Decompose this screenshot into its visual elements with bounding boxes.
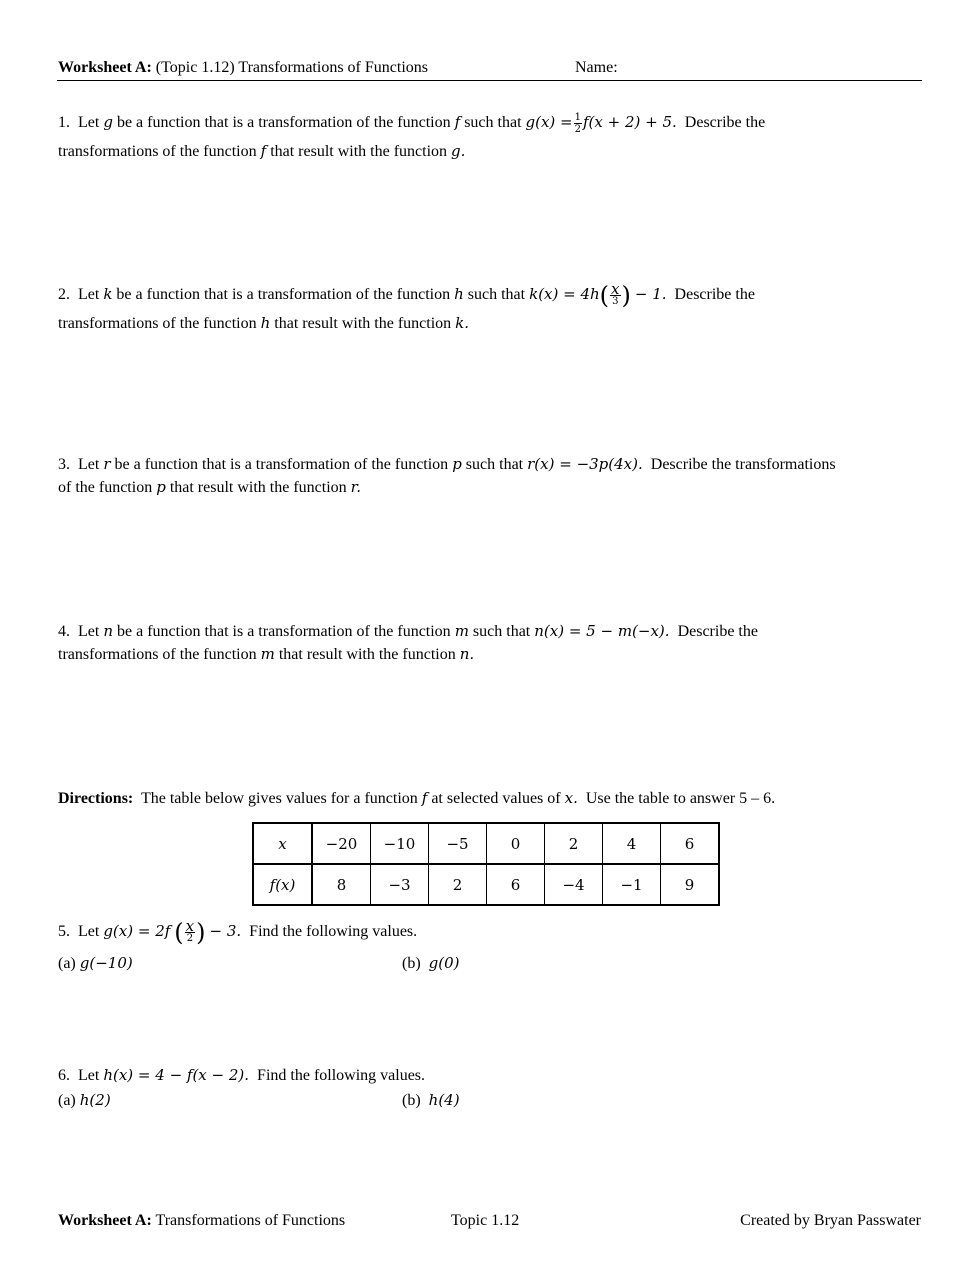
fraction-denominator: 3 (612, 295, 619, 307)
part-expression: h(2) (79, 1091, 111, 1109)
q3-var: p (452, 455, 462, 473)
q6-number: 6. (58, 1067, 70, 1084)
q3-var: p (156, 478, 166, 496)
part-label: (a) (58, 1092, 76, 1109)
part-expression: g(−10) (79, 954, 133, 972)
q4-equation: n(x) = 5 − m(−x). (534, 622, 670, 640)
q4-var: m (260, 645, 275, 663)
q2-var: k (103, 285, 113, 303)
table-cell: 6 (487, 864, 545, 905)
q5-text: Find the following values. (249, 923, 418, 940)
header-worksheet-label: Worksheet A: (58, 59, 152, 76)
table-cell: −20 (312, 823, 371, 864)
left-paren: ( (174, 918, 184, 947)
table-row-fx (253, 864, 719, 905)
part-label: (a) (58, 955, 76, 972)
footer-topic: Topic 1.12 (451, 1212, 520, 1229)
fraction-numerator: 1 (574, 111, 581, 123)
question-3 (58, 453, 928, 499)
q1-var: f (454, 113, 461, 131)
q2-text: Describe the (674, 286, 755, 303)
q1-equation-left: g(x) = (525, 113, 573, 131)
table-cell: 2 (545, 823, 603, 864)
part-expression: h(4) (428, 1091, 460, 1109)
q6-text: Find the following values. (257, 1067, 426, 1084)
q3-text: that result with the function (169, 479, 347, 496)
footer-title-text: Transformations of Functions (155, 1212, 346, 1229)
directions-var: f (421, 789, 428, 807)
q1-text: that result with the function (270, 143, 448, 160)
worksheet-header (58, 59, 428, 77)
q5-equation-left: g(x) = 2f (103, 922, 171, 940)
q5-text: Let (78, 923, 100, 940)
q2-text: such that (467, 286, 526, 303)
footer-worksheet-label: Worksheet A: (58, 1212, 152, 1229)
table-cell: −4 (545, 864, 603, 905)
table-cell: 9 (661, 864, 720, 905)
q2-text: be a function that is a transformation of the function (116, 286, 451, 303)
header-rule (57, 80, 922, 81)
q4-text: such that (472, 623, 531, 640)
q5-part-b (402, 954, 460, 973)
q4-text: that result with the function (278, 646, 456, 663)
q6-text: Let (78, 1067, 100, 1084)
directions-label: Directions: (58, 790, 134, 807)
table-cell: −3 (371, 864, 429, 905)
name-label: Name: (575, 59, 618, 76)
fraction-numerator: x (185, 916, 195, 935)
q4-var: n. (459, 645, 475, 663)
question-4 (58, 620, 928, 666)
question-2 (58, 280, 928, 338)
q6-part-a (58, 1091, 111, 1110)
right-paren: ) (196, 918, 206, 947)
q2-var: h (454, 285, 464, 303)
q1-equation-right: f(x + 2) + 5. (583, 113, 677, 131)
q3-var: r. (350, 478, 361, 496)
table-cell: 0 (487, 823, 545, 864)
table-cell: 2 (429, 864, 487, 905)
q1-text: Describe the (684, 114, 766, 131)
q6-equation: h(x) = 4 − f(x − 2). (103, 1066, 250, 1084)
left-paren: ( (599, 281, 610, 310)
header-title: (Topic 1.12) Transformations of Functions (155, 59, 428, 76)
table-cell: 8 (312, 864, 371, 905)
table-row-x (253, 823, 719, 864)
q2-text: Let (78, 286, 100, 303)
q1-text: Let (78, 114, 100, 131)
q2-number: 2. (58, 286, 70, 303)
q1-number: 1. (58, 114, 70, 131)
q2-fraction (610, 279, 620, 307)
fraction-numerator: x (611, 279, 620, 298)
table-header-fx: f(x) (253, 864, 312, 905)
directions-text: Use the table to answer 5 – 6. (585, 790, 776, 807)
q3-text: be a function that is a transformation of the function (114, 456, 449, 473)
q3-var: r (103, 455, 111, 473)
q2-equation-left: k(x) = 4h (529, 285, 600, 303)
q1-text: be a function that is a transformation of the function (116, 114, 451, 131)
q2-equation-right: − 1. (634, 285, 667, 303)
q2-text: transformations of the function (58, 315, 257, 332)
directions-var: x. (564, 789, 578, 807)
q4-text: be a function that is a transformation of the function (117, 623, 451, 640)
q2-var: h (260, 314, 271, 332)
q4-text: transformations of the function (58, 646, 257, 663)
question-6 (58, 1061, 928, 1090)
q1-fraction (574, 112, 582, 135)
right-paren: ) (621, 281, 631, 310)
q4-text: Let (78, 623, 100, 640)
q1-var: g. (451, 142, 466, 160)
q5-fraction (185, 916, 195, 944)
q3-equation: r(x) = −3p(4x). (527, 455, 643, 473)
q2-text: that result with the function (274, 315, 452, 332)
q4-var: m (454, 622, 469, 640)
question-1 (58, 108, 928, 166)
q1-var: g (103, 113, 113, 131)
fraction-denominator: 2 (186, 932, 194, 944)
q1-var: f (260, 142, 267, 160)
q6-part-b (402, 1091, 460, 1110)
directions-text: The table below gives values for a function (140, 790, 418, 807)
q3-text: of the function (58, 479, 153, 496)
part-label: (b) (402, 1092, 421, 1109)
q4-number: 4. (58, 623, 70, 640)
fraction-denominator: 2 (574, 123, 581, 135)
function-values-table (252, 822, 720, 906)
q1-text: such that (464, 114, 522, 131)
directions (58, 789, 775, 808)
directions-text: at selected values of (431, 790, 561, 807)
table-cell: −10 (371, 823, 429, 864)
table-cell: −5 (429, 823, 487, 864)
footer-title (58, 1212, 345, 1230)
part-expression: g(0) (428, 954, 460, 972)
q4-var: n (103, 622, 113, 640)
q3-text: such that (465, 456, 524, 473)
table-cell: −1 (603, 864, 661, 905)
q3-text: Describe the transformations (650, 456, 836, 473)
footer-credit: Created by Bryan Passwater (740, 1212, 921, 1229)
q1-text: transformations of the function (58, 143, 257, 160)
q2-var: k. (455, 314, 470, 332)
q4-text: Describe the (677, 623, 758, 640)
question-5 (58, 917, 928, 946)
q5-equation-right: − 3. (209, 922, 242, 940)
q5-part-a (58, 954, 133, 973)
table-cell: 6 (661, 823, 720, 864)
table-header-x: x (253, 823, 312, 864)
q3-text: Let (78, 456, 100, 473)
q5-number: 5. (58, 923, 70, 940)
q3-number: 3. (58, 456, 70, 473)
part-label: (b) (402, 955, 421, 972)
table-cell: 4 (603, 823, 661, 864)
